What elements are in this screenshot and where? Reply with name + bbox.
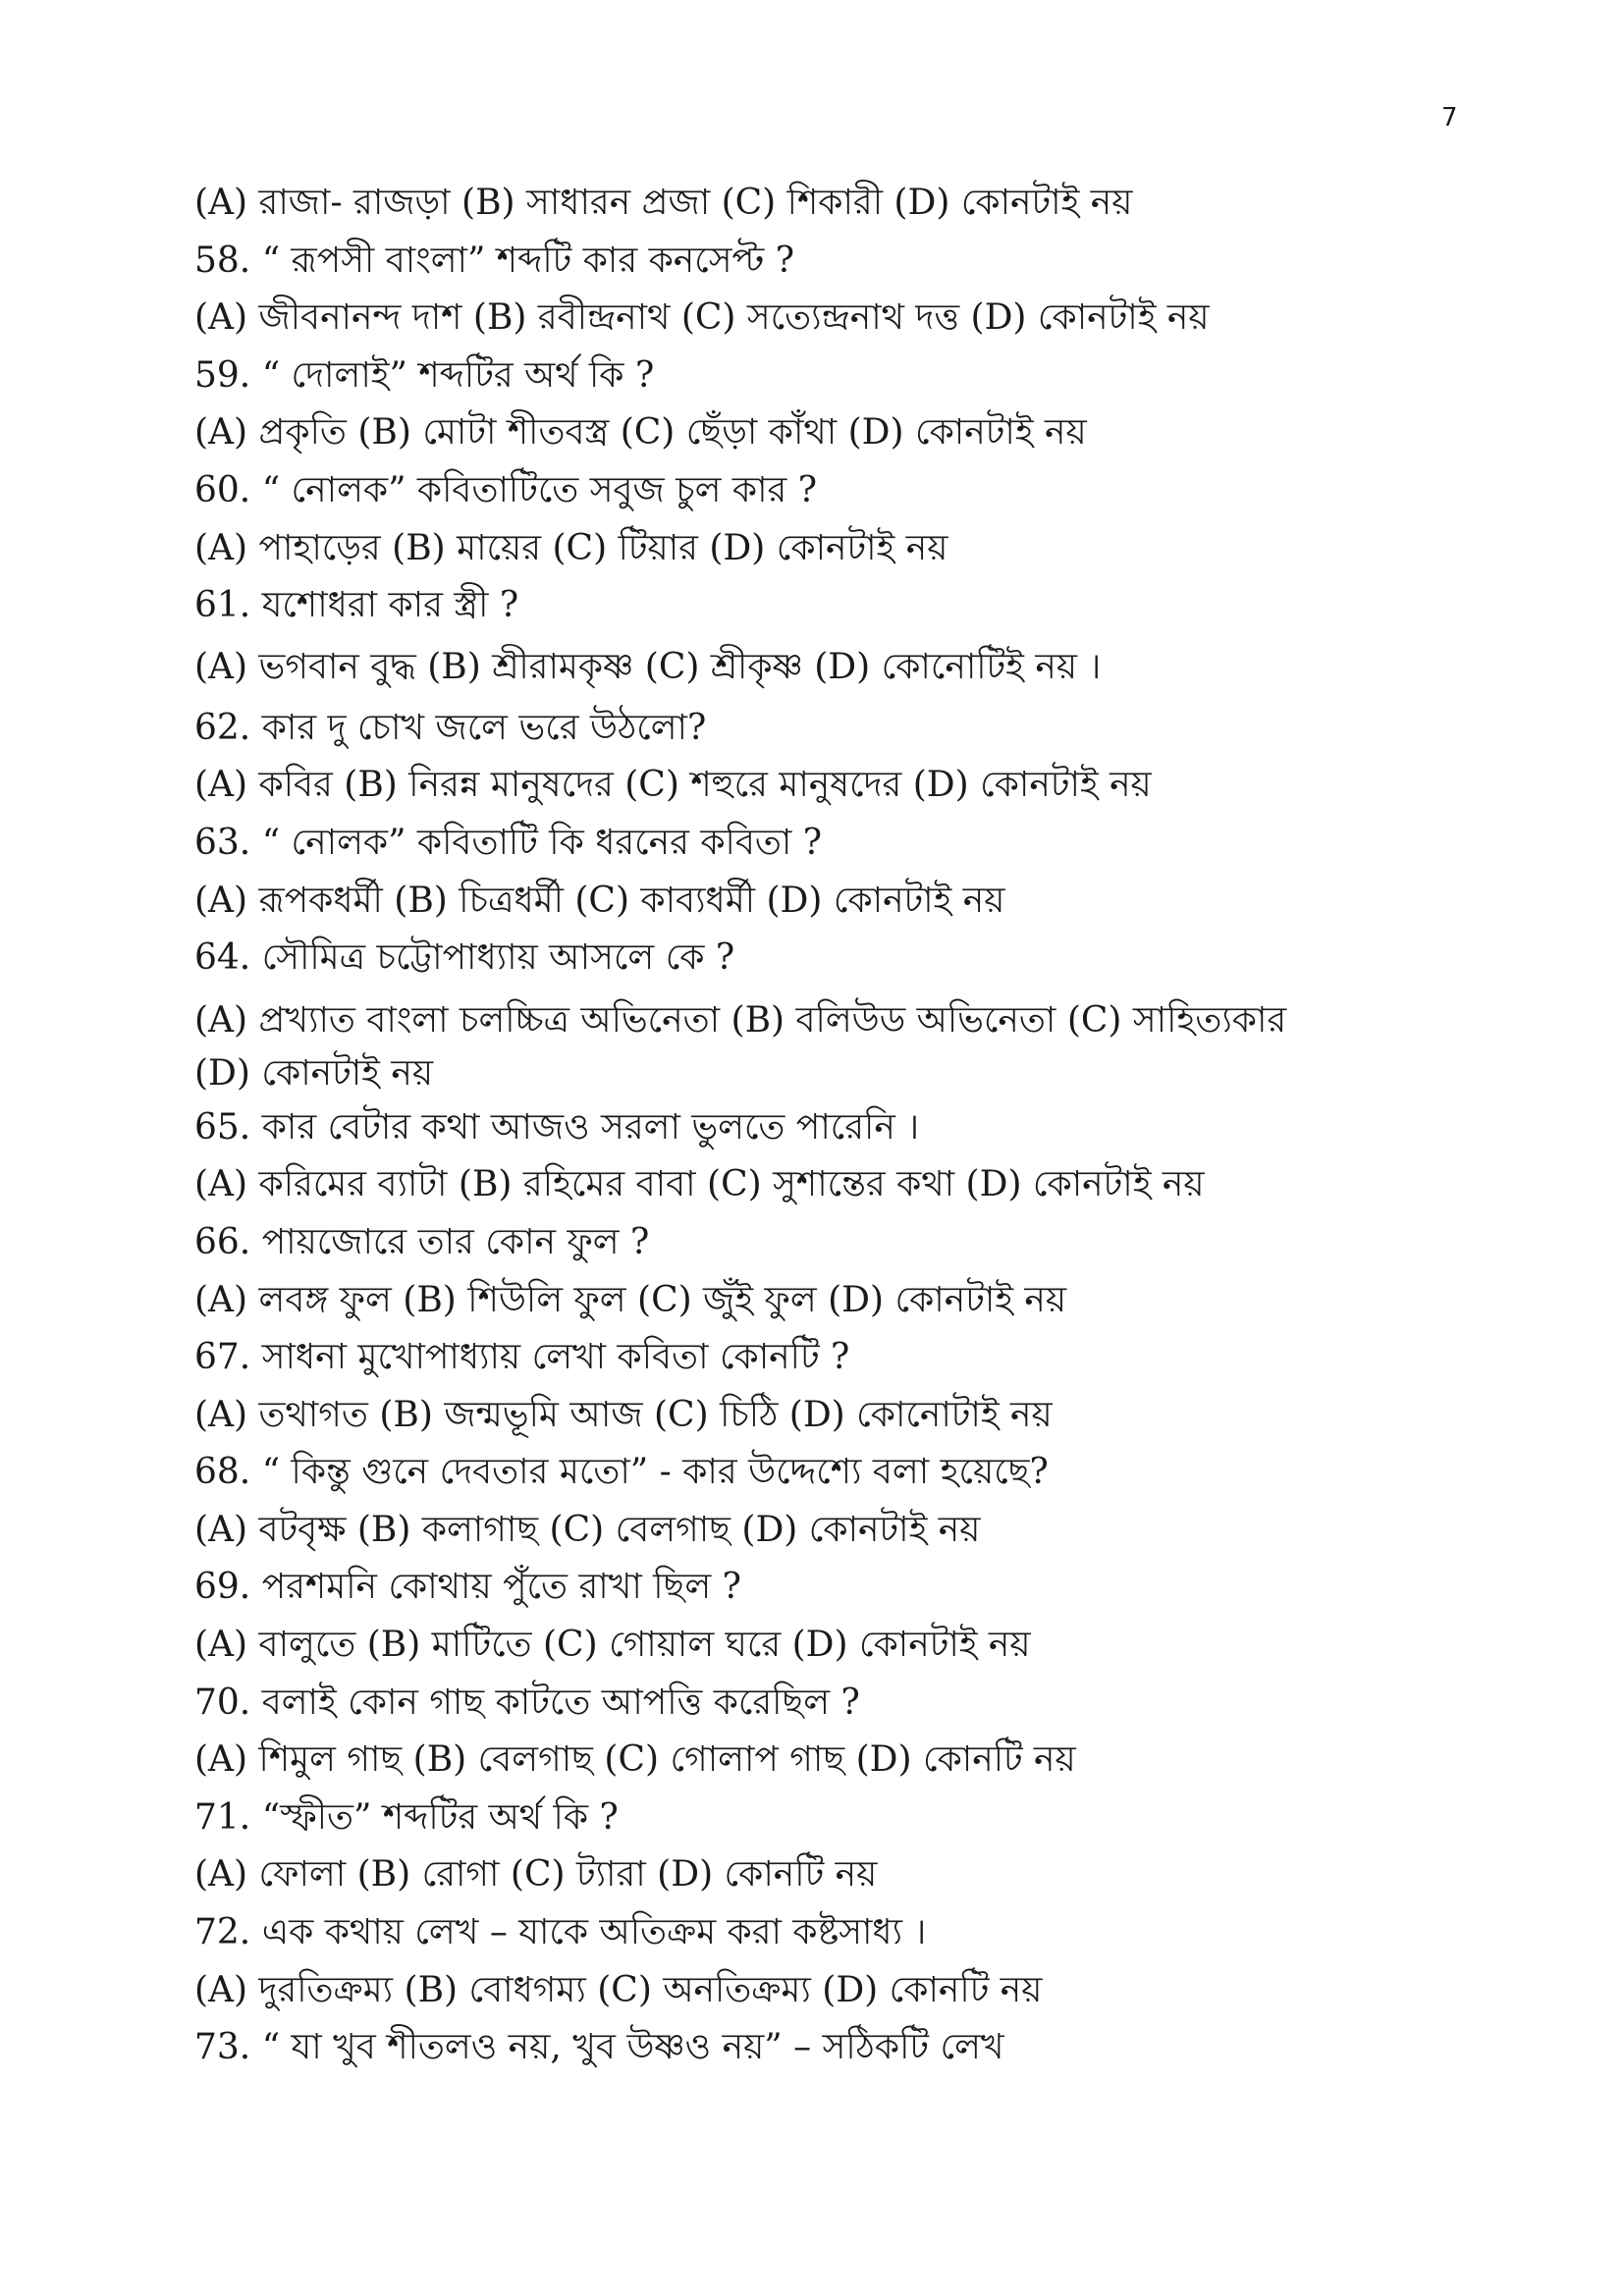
- options-65: (A) করিমের ব্যাটা (B) রহিমের বাবা (C) সুশান্তের কথা (D) কোনটাই নয়: [194, 1164, 1205, 1205]
- options-71: (A) ফোলা (B) রোগা (C) ট্যারা (D) কোনটি নয়: [194, 1854, 878, 1896]
- question-62: 62. কার দু চোখ জলে ভরে উঠলো?: [194, 707, 707, 748]
- options-69: (A) বালুতে (B) মাটিতে (C) গোয়াল ঘরে (D) কোনটাই নয়: [194, 1625, 1031, 1666]
- question-list: [194, 175, 1471, 2077]
- question-69: 69. পরশমনি কোথায় পুঁতে রাখা ছিল ?: [194, 1567, 741, 1608]
- question-59: 59. “ দোলাই” শব্দটির অর্থ কি ?: [194, 354, 655, 396]
- options-64: (A) প্রখ্যাত বাংলা চলচ্চিত্র অভিনেতা (B) বলিউড অভিনেতা (C) সাহিত্যকার: [194, 999, 1287, 1041]
- options-62: (A) কবির (B) নিরন্ন মানুষদের (C) শহুরে মানুষদের (D) কোনটাই নয়: [194, 765, 1152, 806]
- options-68: (A) বটবৃক্ষ (B) কলাগাছ (C) বেলগাছ (D) কোনটাই নয়: [194, 1509, 981, 1550]
- options-64-continued: (D) কোনটাই নয়: [194, 1052, 434, 1094]
- question-61: 61. যশোধরা কার স্ত্রী ?: [194, 585, 519, 626]
- options-63: (A) রূপকধর্মী (B) চিত্রধর্মী (C) কাব্যধর্মী (D) কোনটাই নয়: [194, 880, 1005, 921]
- question-68: 68. “ কিন্তু গুনে দেবতার মতো” - কার উদ্দেশ্যে বলা হয়েছে?: [194, 1452, 1049, 1493]
- page-number: 7: [1441, 103, 1458, 133]
- question-64: 64. সৌমিত্র চট্টোপাধ্যায় আসলে কে ?: [194, 937, 735, 979]
- question-67: 67. সাধনা মুখোপাধ্যায় লেখা কবিতা কোনটি ?: [194, 1337, 850, 1378]
- question-72: 72. এক কথায় লেখ – যাকে অতিক্রম করা কষ্টসাধ্য ।: [194, 1912, 927, 1953]
- question-65: 65. কার বেটার কথা আজও সরলা ভুলতে পারেনি ।: [194, 1106, 920, 1148]
- options-70: (A) শিমুল গাছ (B) বেলগাছ (C) গোলাপ গাছ (D) কোনটি নয়: [194, 1739, 1076, 1781]
- options-61: (A) ভগবান বুদ্ধ (B) শ্রীরামকৃষ্ণ (C) শ্রীকৃষ্ণ (D) কোনোটিই নয় ।: [194, 646, 1102, 687]
- options-67: (A) তথাগত (B) জন্মভূমি আজ (C) চিঠি (D) কোনোটাই নয়: [194, 1394, 1053, 1435]
- question-58: 58. “ রূপসী বাংলা” শব্দটি কার কনসেপ্ট ?: [194, 240, 795, 281]
- options-57: (A) রাজা- রাজড়া (B) সাধারন প্রজা (C) শিকারী (D) কোনটাই নয়: [194, 183, 1133, 223]
- options-59: (A) প্রকৃতি (B) মোটা শীতবস্ত্র (C) ছেঁড়া কাঁথা (D) কোনটাই নয়: [194, 412, 1087, 454]
- options-72: (A) দুরতিক্রম্য (B) বোধগম্য (C) অনতিক্রম্য (D) কোনটি নয়: [194, 1969, 1043, 2010]
- question-66: 66. পায়জোরে তার কোন ফুল ?: [194, 1221, 650, 1262]
- question-63: 63. “ নোলক” কবিতাটি কি ধরনের কবিতা ?: [194, 822, 823, 863]
- options-66: (A) লবঙ্গ ফুল (B) শিউলি ফুল (C) জুঁই ফুল (D) কোনটাই নয়: [194, 1279, 1067, 1320]
- options-60: (A) পাহাড়ের (B) মায়ের (C) টিয়ার (D) কোনটাই নয়: [194, 527, 948, 568]
- options-58: (A) জীবনানন্দ দাশ (B) রবীন্দ্রনাথ (C) সত্যেন্দ্রনাথ দত্ত (D) কোনটাই নয়: [194, 297, 1210, 339]
- question-71: 71. “স্ফীত” শব্দটির অর্থ কি ?: [194, 1796, 619, 1838]
- question-60: 60. “ নোলক” কবিতাটিতে সবুজ চুল কার ?: [194, 469, 818, 510]
- question-70: 70. বলাই কোন গাছ কাটতে আপত্তি করেছিল ?: [194, 1682, 860, 1723]
- question-73: 73. “ যা খুব শীতলও নয়, খুব উষ্ণও নয়” – সঠিকটি লেখ: [194, 2027, 1004, 2068]
